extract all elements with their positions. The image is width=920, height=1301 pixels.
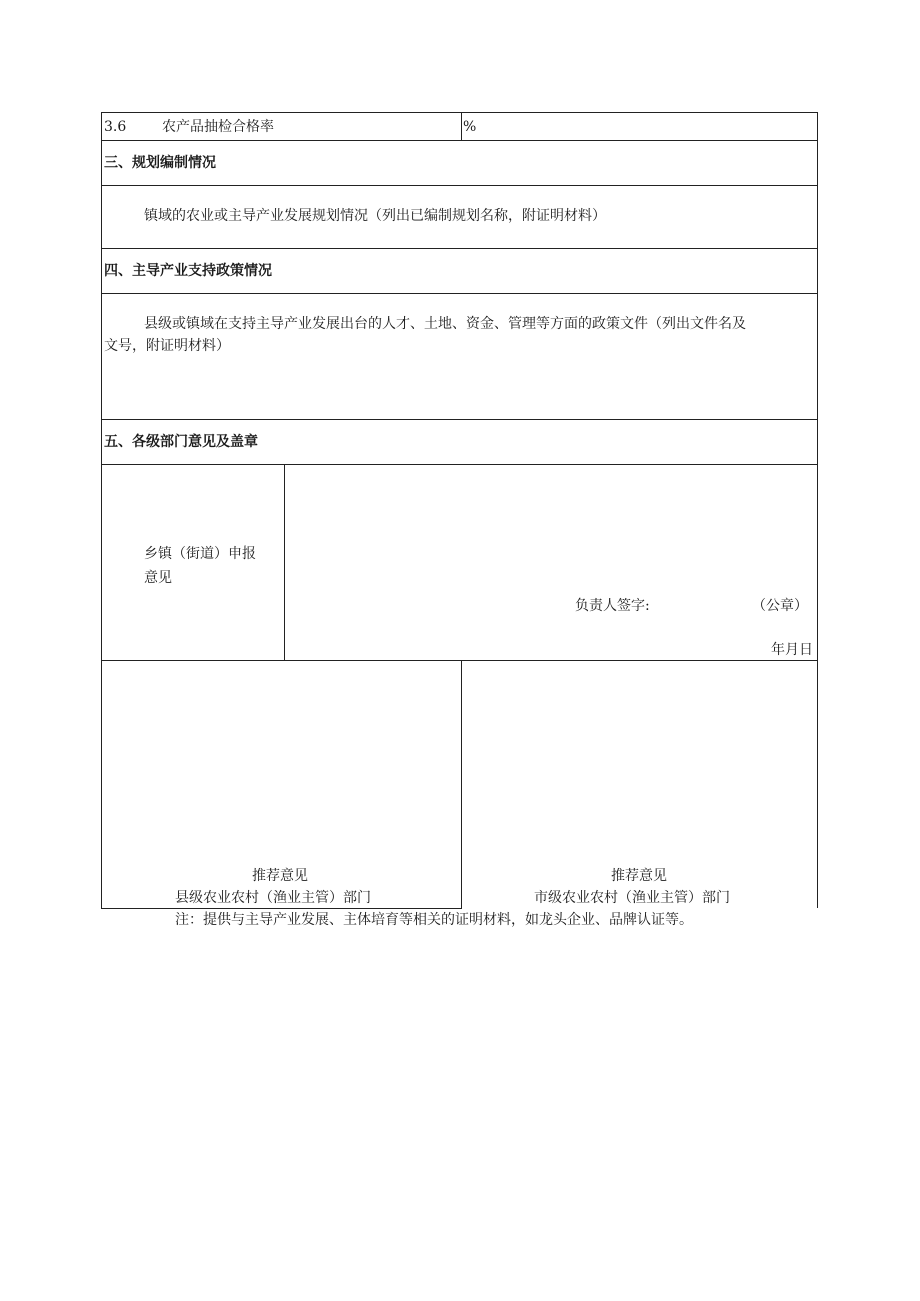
section4-body-line1: 县级或镇域在支持主导产业发展出台的人才、土地、资金、管理等方面的政策文件（列出文件名及 [144, 316, 746, 332]
row-divider [101, 660, 818, 661]
section4-body-line2: 文号，附证明材料） [104, 338, 230, 354]
section3-body: 镇域的农业或主导产业发展规划情况（列出已编制规划名称，附证明材料） [144, 208, 606, 224]
item-number: 3.6 [104, 119, 127, 135]
table-top-border [101, 112, 818, 113]
section4-heading: 四、主导产业支持政策情况 [104, 263, 272, 279]
row-divider [101, 464, 818, 465]
city-recommend-dept: 市级农业农村（渔业主管）部门 [534, 890, 730, 906]
item-unit: % [463, 119, 477, 135]
table-bottom-border-left [101, 908, 462, 909]
row-divider [101, 293, 818, 294]
section5-heading: 五、各级部门意见及盖章 [104, 434, 258, 450]
cell-divider-3-6 [461, 112, 462, 140]
section3-heading: 三、规划编制情况 [104, 155, 216, 171]
county-recommend-title: 推荐意见 [252, 868, 308, 884]
date-label: 年月日 [771, 642, 813, 658]
row-divider [101, 248, 818, 249]
cell-divider-township [284, 464, 285, 660]
township-label-line2: 意见 [144, 570, 172, 586]
signature-label: 负责人签字: [575, 598, 650, 614]
county-recommend-dept: 县级农业农村（渔业主管）部门 [175, 890, 371, 906]
cell-divider-recommend [461, 660, 462, 908]
city-recommend-title: 推荐意见 [611, 868, 667, 884]
footnote: 注：提供与主导产业发展、主体培育等相关的证明材料，如龙头企业、品牌认证等。 [175, 912, 693, 928]
row-divider [101, 185, 818, 186]
table-left-border [101, 112, 102, 908]
row-divider [101, 140, 818, 141]
item-label: 农产品抽检合格率 [162, 119, 274, 135]
township-label-line1: 乡镇（街道）申报 [144, 546, 256, 562]
row-divider [101, 419, 818, 420]
table-right-border [817, 112, 818, 908]
seal-label: （公章） [752, 598, 808, 614]
